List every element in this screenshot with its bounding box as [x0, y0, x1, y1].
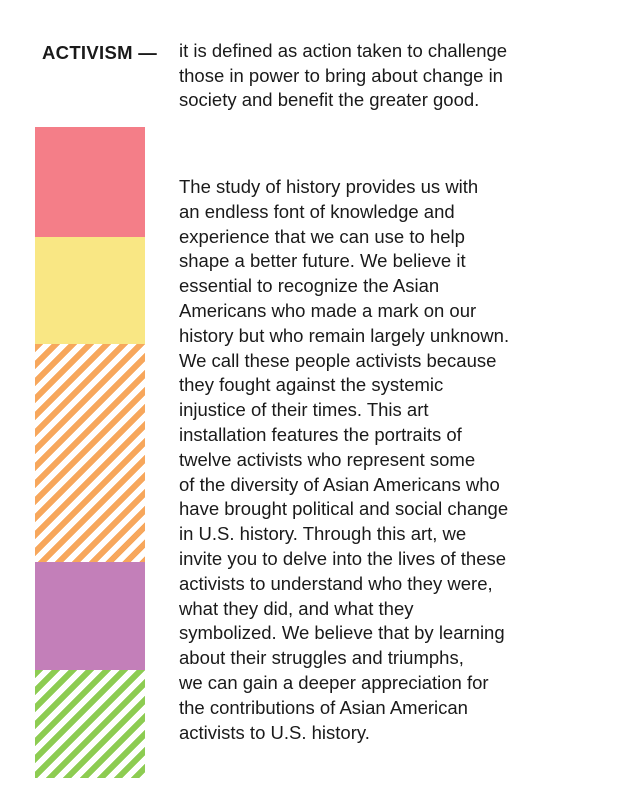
definition-line: those in power to bring about change in [179, 64, 503, 86]
body-line: experience that we can use to help [179, 225, 465, 247]
body-line: have brought political and social change [179, 498, 509, 520]
term-heading: ACTIVISM — [42, 42, 158, 63]
body-line: symbolized. We believe that by learning [179, 622, 505, 644]
definition-line: it is defined as action taken to challenge [179, 40, 508, 61]
body-line: about their struggles and triumphs, [179, 647, 464, 669]
body-line: of the diversity of Asian Americans who [179, 473, 500, 495]
body-line: activists to U.S. history. [179, 721, 370, 743]
body-line: shape a better future. We believe it [179, 250, 466, 272]
body-line: we can gain a deeper appreciation for [179, 671, 489, 693]
body-line: twelve activists who represent some [179, 448, 476, 470]
body-line: injustice of their times. This art [179, 399, 429, 421]
body-line: activists to understand who they were, [179, 572, 493, 594]
pink-block [35, 127, 145, 237]
body-line: Americans who made a mark on our [179, 299, 477, 321]
body-line: invite you to delve into the lives of these [179, 547, 507, 569]
purple-block [35, 562, 145, 670]
yellow-block [35, 237, 145, 344]
green-striped-block [35, 670, 145, 778]
body-line: they fought against the systemic [179, 374, 444, 396]
body-line: The study of history provides us with [179, 176, 479, 197]
body-line: what they did, and what they [179, 597, 414, 619]
body-line: history but who remain largely unknown. [179, 324, 510, 346]
definition-text [179, 39, 579, 113]
color-bar [35, 127, 145, 778]
body-line: the contributions of Asian American [179, 696, 468, 718]
definition-line: society and benefit the greater good. [179, 89, 480, 110]
body-paragraph [179, 175, 599, 745]
body-line: in U.S. history. Through this art, we [179, 523, 467, 545]
body-line: an endless font of knowledge and [179, 200, 455, 222]
body-line: essential to recognize the Asian [179, 275, 440, 297]
body-line: installation features the portraits of [179, 423, 462, 445]
body-line: We call these people activists because [179, 349, 497, 371]
orange-striped-block [35, 344, 145, 562]
